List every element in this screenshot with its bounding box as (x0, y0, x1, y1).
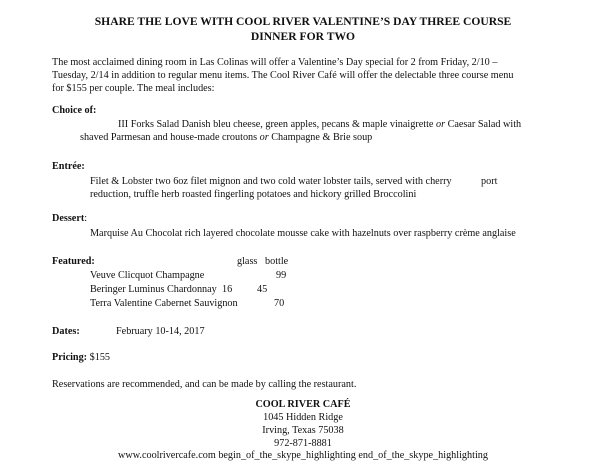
featured-header-glass: glass (237, 256, 258, 267)
footer-name: COOL RIVER CAFÉ (255, 399, 351, 410)
footer-address-2: Irving, Texas 75038 (262, 425, 344, 436)
featured-item-name: Terra Valentine Cabernet Sauvignon (90, 298, 238, 309)
title-line-1: SHARE THE LOVE WITH COOL RIVER VALENTINE’S DAY THREE COURSE (94, 15, 512, 28)
dates-label: Dates: (52, 326, 80, 337)
choice-line-1 (118, 118, 521, 131)
featured-label: Featured: (52, 256, 95, 267)
dates-value: February 10-14, 2017 (116, 326, 205, 337)
choice-text-1a: III Forks Salad Danish bleu cheese, green apples, pecans & maple vinaigrette (118, 119, 436, 130)
choice-text-2b: Champagne & Brie soup (268, 132, 373, 143)
intro-line-3: for $155 per couple. The meal includes: (52, 83, 215, 94)
choice-heading (52, 104, 96, 117)
choice-text-2a: shaved Parmesan and house-made croutons (80, 132, 260, 143)
featured-header-bottle: bottle (265, 256, 289, 267)
entree-line-2: reduction, truffle herb roasted fingerling potatoes and hickory grilled Broccolini (90, 189, 417, 200)
featured-item-bottle: 70 (274, 298, 285, 309)
dessert-label: Dessert (52, 213, 85, 224)
pricing-label: Pricing: (52, 352, 88, 363)
pricing-value: $155 (87, 352, 111, 363)
dessert-line-1: Marquise Au Chocolat rich layered chocolate mousse cake with hazelnuts over raspberry crème anglaise (90, 228, 516, 239)
entree-port: port (481, 176, 498, 187)
footer-address-1: 1045 Hidden Ridge (263, 412, 343, 423)
pricing-line (52, 351, 110, 364)
dessert-heading (52, 212, 87, 225)
choice-text-1b: Caesar Salad with (445, 119, 522, 130)
intro-line-2: Tuesday, 2/14 in addition to regular menu items. The Cool River Café will offer the delectable three course menu (52, 70, 514, 81)
intro-line-1: The most acclaimed dining room in Las Colinas will offer a Valentine’s Day special for 2 from Friday, 2/10 – (52, 57, 498, 68)
featured-item-glass: 16 (222, 284, 233, 295)
featured-item-bottle: 99 (276, 270, 287, 281)
featured-item-name: Beringer Luminus Chardonnay (90, 284, 217, 295)
choice-or-1: or (435, 119, 446, 130)
featured-item-bottle: 45 (257, 284, 268, 295)
entree-label: Entrée: (52, 161, 85, 172)
choice-colon: : (93, 105, 97, 116)
entree-line-1: Filet & Lobster two 6oz filet mignon and two cold water lobster tails, served with cherry (90, 176, 452, 187)
choice-line-2 (80, 131, 372, 144)
page-title (40, 14, 566, 44)
intro-paragraph (52, 56, 552, 95)
reservations-text: Reservations are recommended, and can be made by calling the restaurant. (52, 379, 357, 390)
title-line-2: DINNER FOR TWO (250, 30, 356, 43)
footer-web[interactable]: www.coolrivercafe.com begin_of_the_skype_highlighting end_of_the_skype_highlighting (118, 450, 488, 461)
dessert-colon: : (84, 213, 88, 224)
footer-phone: 972-871-8881 (274, 438, 332, 449)
choice-or-2: or (259, 132, 269, 143)
choice-label: Choice of (52, 105, 94, 116)
featured-item-name: Veuve Clicquot Champagne (90, 270, 205, 281)
